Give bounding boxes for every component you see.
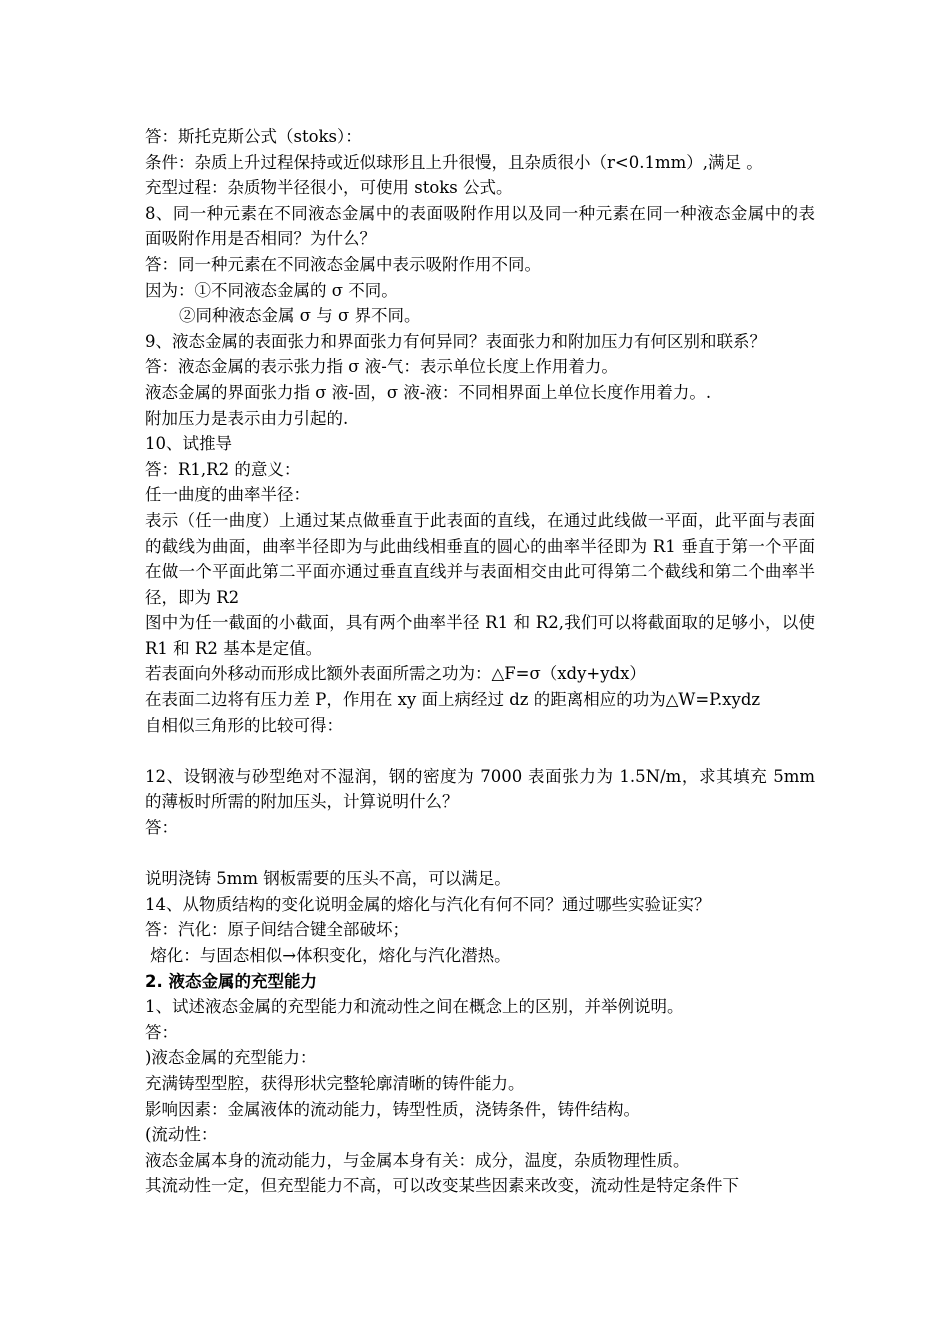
text-line: 答：斯托克斯公式（stoks）：	[145, 127, 362, 146]
section-heading: 2. 液态金属的充型能力	[145, 971, 317, 991]
text-line: (流动性：	[145, 1125, 218, 1145]
text-line: 答：同一种元素在不同液态金属中表示吸附作用不同。	[145, 254, 541, 274]
question-9: 9、液态金属的表面张力和界面张力有何异同？表面张力和附加压力有何区别和联系？	[145, 331, 766, 351]
question-8: 8、同一种元素在不同液态金属中的表面吸附作用以及同一种元素在同一种液态金属中的表面吸附作用是否相同？为什么？	[145, 203, 815, 249]
question-1: 1、试述液态金属的充型能力和流动性之间在概念上的区别，并举例说明。	[145, 997, 684, 1017]
text-line: 因为：①不同液态金属的 σ 不同。	[145, 280, 398, 300]
question-14: 14、从物质结构的变化说明金属的熔化与汽化有何不同？通过哪些实验证实？	[145, 894, 711, 914]
text-line: 影响因素：金属液体的流动能力，铸型性质，浇铸条件，铸件结构。	[145, 1099, 640, 1119]
text-line: 答：R1,R2 的意义：	[145, 459, 301, 479]
text-line: 充型过程：杂质物半径很小，可使用 stoks 公式。	[145, 178, 513, 198]
paragraph: 在表面二边将有压力差 P，作用在 xy 面上病经过 dz 的距离相应的功为△W=P.xydz	[145, 690, 761, 710]
paragraph: 图中为任一截面的小截面，具有两个曲率半径 R1 和 R2,我们可以将截面取的足够小，以使 R1 和 R2 基本是定值。	[145, 613, 815, 658]
paragraph: 表示（任一曲度）上通过某点做垂直于此表面的直线，在通过此线做一平面，此平面与表面的截线为曲面，曲率半径即为与此曲线相垂直的圆心的曲率半径即为 R1 垂直于第一个平面在做一个平面此第二平面亦通过垂直直线并与表面相交由此可得第二个截线和第二个曲率半径，即为 R2	[145, 510, 815, 607]
text-line: 说明浇铸 5mm 钢板需要的压头不高，可以满足。	[145, 869, 511, 889]
text-line: 若表面向外移动而形成比额外表面所需之功为：△F=σ（xdy+ydx）	[145, 664, 646, 684]
text-line: )液态金属的充型能力：	[145, 1048, 317, 1068]
text-line: 条件：杂质上升过程保持或近似球形且上升很慢，且杂质很小（r<0.1mm）,满足 。	[145, 152, 763, 172]
text-line: 自相似三角形的比较可得：	[145, 715, 343, 735]
text-line: ②同种液态金属 σ 与 σ 界不同。	[179, 306, 421, 326]
document-page	[145, 124, 815, 1199]
question-12: 12、设钢液与砂型绝对不湿润，钢的密度为 7000 表面张力为 1.5N/m，求其填充 5mm 的薄板时所需的附加压头，计算说明什么？	[145, 766, 815, 812]
text-line: 答：	[145, 818, 178, 838]
text-line: 任一曲度的曲率半径：	[145, 485, 310, 505]
spacer	[145, 738, 815, 764]
text-line: 答：	[145, 1022, 178, 1042]
text-line: 液态金属本身的流动能力，与金属本身有关：成分，温度，杂质物理性质。	[145, 1150, 690, 1170]
spacer	[145, 841, 815, 867]
text-line: 答：汽化：原子间结合键全部破坏；	[145, 920, 409, 940]
text-line: 熔化：与固态相似→体积变化，熔化与汽化潜热。	[145, 946, 511, 965]
text-line: 附加压力是表示由力引起的.	[145, 408, 349, 428]
question-10: 10、试推导	[145, 434, 232, 454]
text-line: 其流动性一定，但充型能力不高，可以改变某些因素来改变，流动性是特定条件下	[145, 1176, 739, 1196]
text-line: 液态金属的界面张力指 σ 液-固，σ 液-液：不同相界面上单位长度作用着力。.	[145, 382, 712, 402]
text-line: 充满铸型型腔，获得形状完整轮廓清晰的铸件能力。	[145, 1073, 525, 1093]
text-line: 答：液态金属的表示张力指 σ 液-气：表示单位长度上作用着力。	[145, 357, 618, 377]
